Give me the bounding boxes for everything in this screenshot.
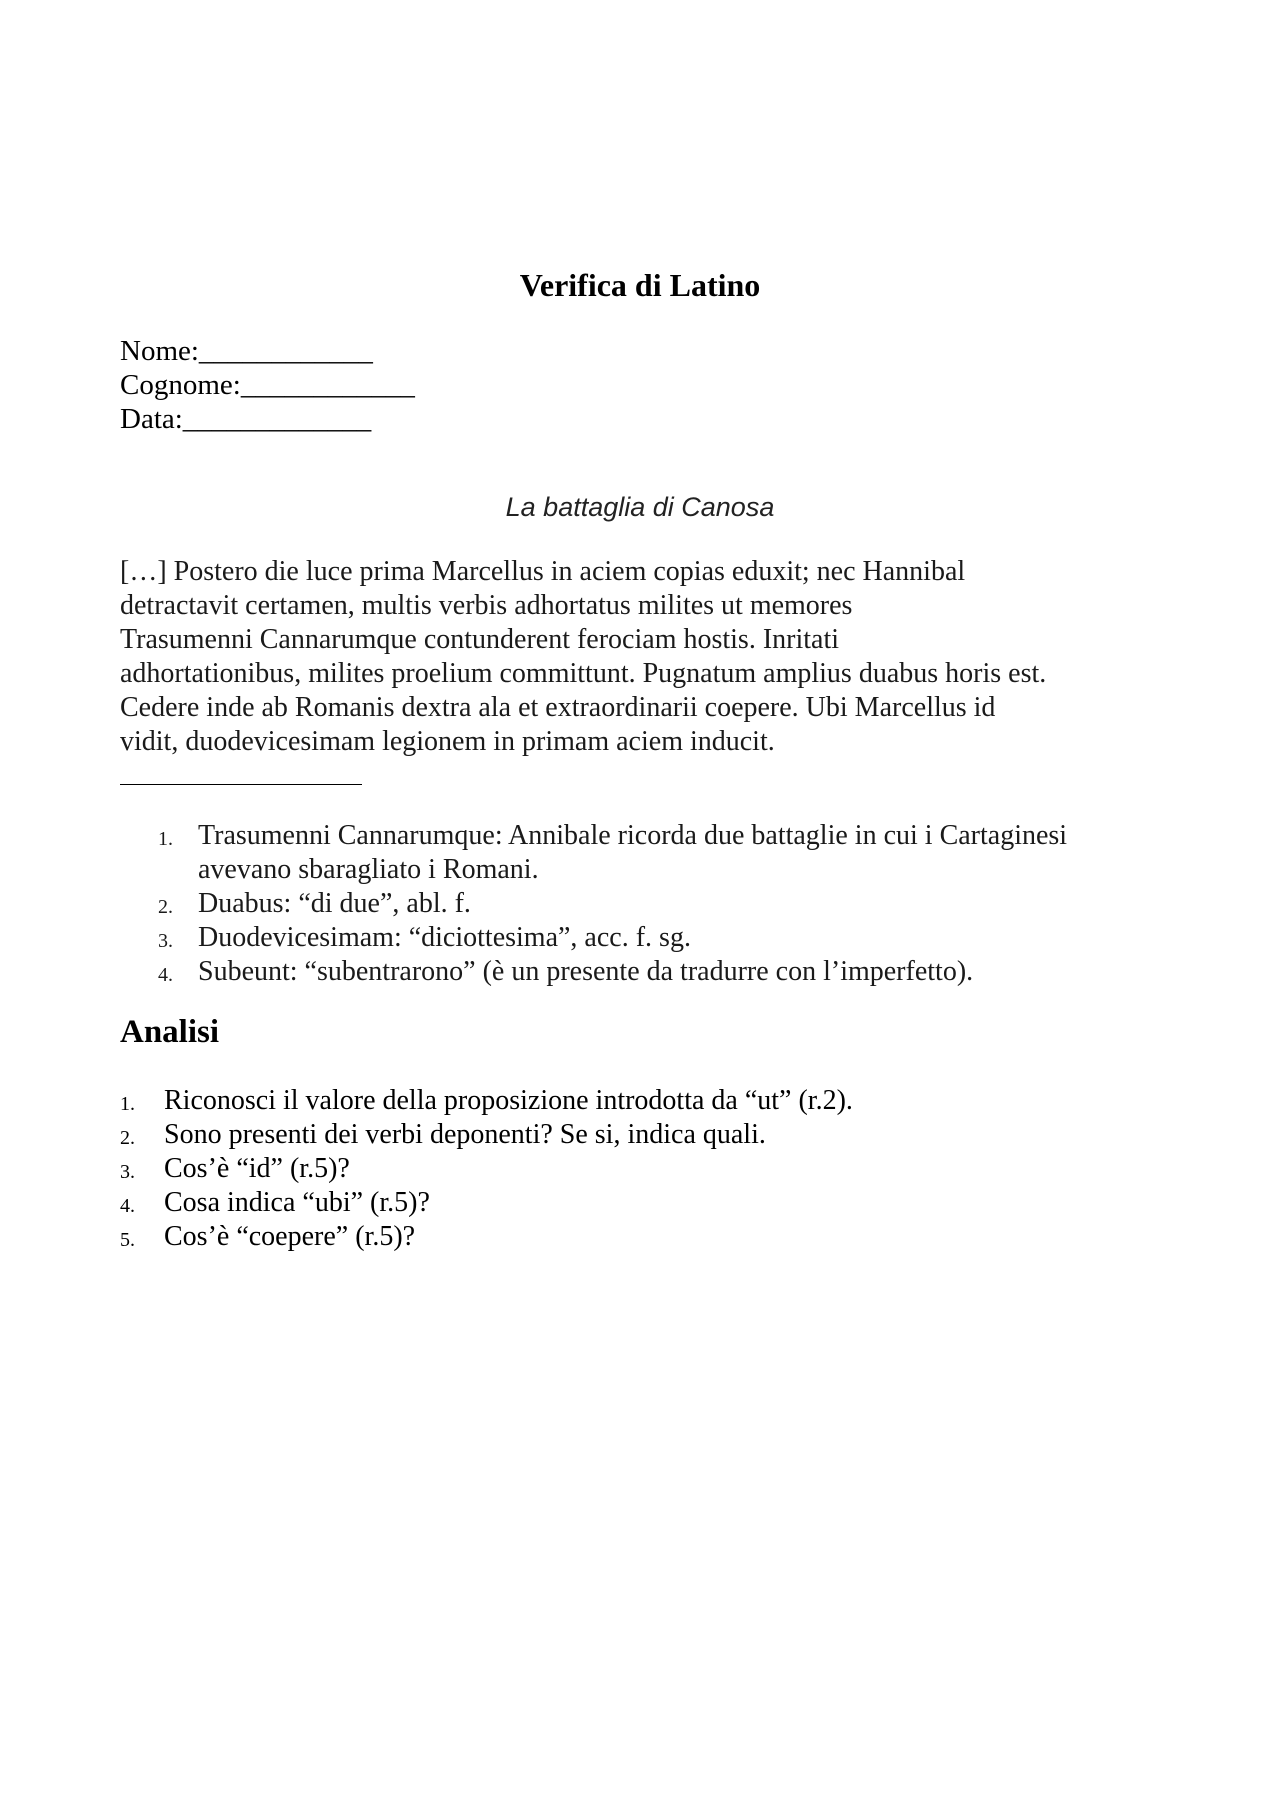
surname-field: Cognome:____________ [120,369,415,401]
question-text: Cos’è “id” (r.5)? [164,1153,350,1184]
footnote-item [120,955,1180,989]
footnote-text: Trasumenni Cannarumque: Annibale ricorda due battaglie in cui i Cartaginesi [198,820,1068,851]
footnote-text: avevano sbaragliato i Romani. [198,854,539,885]
footnote-text: Duabus: “di due”, abl. f. [198,888,471,919]
passage-line: […] Postero die luce prima Marcellus in aciem copias eduxit; nec Hannibal [120,556,966,587]
question-item [120,1084,853,1118]
passage-line: Cedere inde ab Romanis dextra ala et extraordinarii coepere. Ubi Marcellus id [120,692,996,723]
question-text: Cos’è “coepere” (r.5)? [164,1221,416,1252]
passage-line: Trasumenni Cannarumque contunderent ferociam hostis. Inritati [120,624,840,655]
question-text: Cosa indica “ubi” (r.5)? [164,1187,430,1218]
name-field: Nome:____________ [120,335,373,367]
question-item [120,1152,853,1186]
latin-passage [120,555,1160,759]
footnote-separator [120,784,362,785]
question-text: Riconosci il valore della proposizione introdotta da “ut” (r.2). [164,1085,853,1116]
passage-line: vidit, duodevicesimam legionem in primam aciem inducit. [120,726,775,757]
footnote-number: 3. [158,930,173,952]
question-number: 2. [120,1127,135,1149]
passage-line: adhortationibus, milites proelium committunt. Pugnatum amplius duabus horis est. [120,658,1047,689]
student-info-fields [120,334,415,436]
footnote-number: 4. [158,964,173,986]
date-field: Data:_____________ [120,403,372,435]
question-number: 4. [120,1195,135,1217]
question-text: Sono presenti dei verbi deponenti? Se si, indica quali. [164,1119,766,1150]
passage-line: detractavit certamen, multis verbis adhortatus milites ut memores [120,590,853,621]
question-number: 5. [120,1229,135,1251]
analysis-questions [120,1084,853,1254]
question-item [120,1220,853,1254]
footnote-text: Subeunt: “subentrarono” (è un presente da tradurre con l’imperfetto). [198,956,974,987]
question-number: 3. [120,1161,135,1183]
footnotes-list [120,819,1180,989]
footnote-item [120,921,1180,955]
question-number: 1. [120,1093,135,1115]
question-item [120,1186,853,1220]
footnote-text: Duodevicesimam: “diciottesima”, acc. f. sg. [198,922,691,953]
page-title: Verifica di Latino [519,267,761,303]
question-item [120,1118,853,1152]
footnote-number: 2. [158,896,173,918]
analysis-heading: Analisi [120,1014,220,1050]
footnote-item [120,819,1180,887]
passage-title: La battaglia di Canosa [505,492,775,522]
footnote-item [120,887,1180,921]
footnote-number: 1. [158,828,173,850]
